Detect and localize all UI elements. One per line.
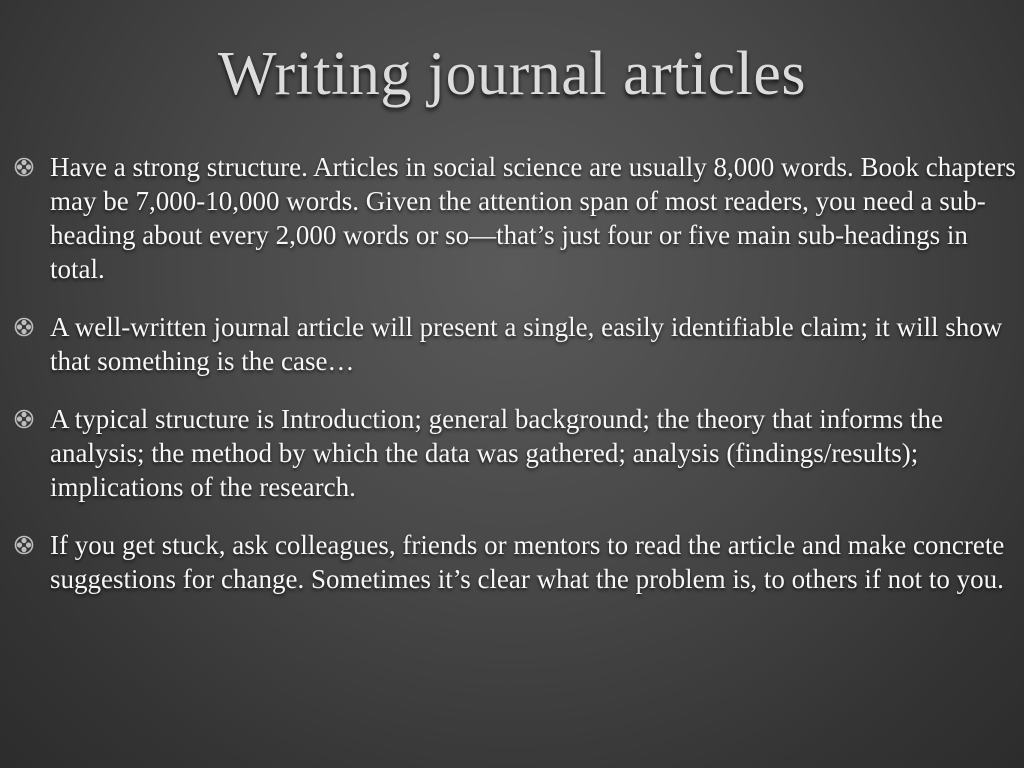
bullet-text: Have a strong structure. Articles in social science are usually 8,000 words. Book chapters may be 7,000-10,000 words. Given the attention span of most readers, you need a sub-heading about every 2,000 words or so—that’s just four or five main sub-headings in total. (50, 152, 1016, 284)
bullet-item (12, 150, 1016, 286)
bullet-text: A typical structure is Introduction; general background; the theory that informs the analysis; the method by which the data was gathered; analysis (findings/results); implications of the research. (50, 404, 944, 502)
bullet-text: If you get stuck, ask colleagues, friends or mentors to read the article and make concrete suggestions for change. Sometimes it’s clear what the problem is, to others if not to you. (50, 530, 1005, 594)
flower-bullet-icon (14, 535, 34, 555)
bullet-item (12, 310, 1016, 378)
flower-bullet-icon (14, 157, 34, 177)
bullet-text: A well-written journal article will present a single, easily identifiable claim; it will show that something is the case… (50, 312, 1003, 376)
bullet-item (12, 528, 1016, 596)
bullet-item (12, 402, 1016, 504)
flower-bullet-icon (14, 317, 34, 337)
bullet-list (12, 150, 1016, 620)
flower-bullet-icon (14, 409, 34, 429)
slide-title: Writing journal articles (218, 40, 806, 108)
